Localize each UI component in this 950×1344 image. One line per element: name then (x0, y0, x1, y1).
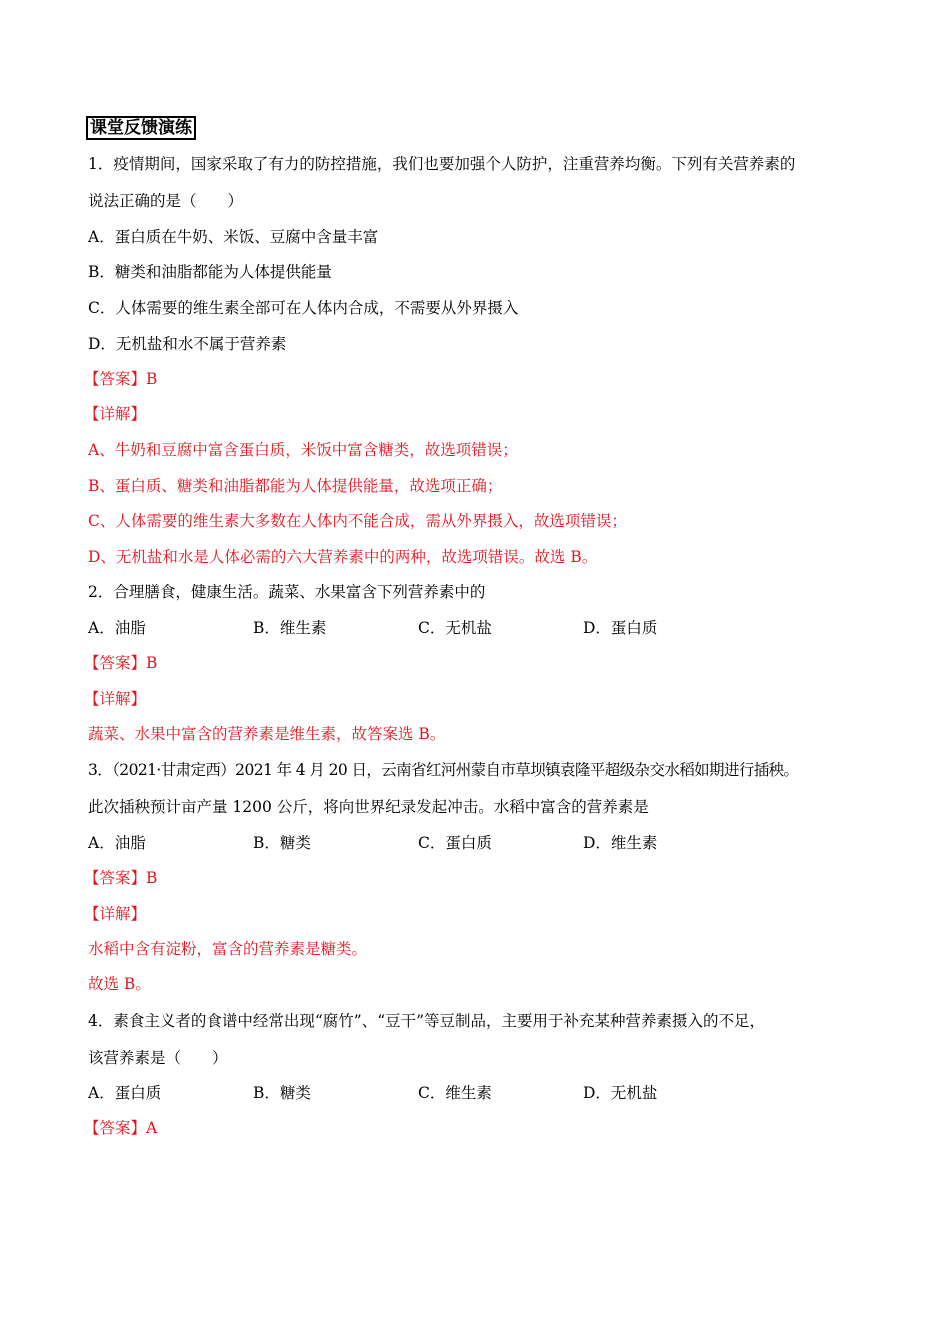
question-3-option-a: A．油脂 (88, 834, 146, 852)
question-4-stem-line-1: 4．素食主义者的食谱中经常出现“腐竹”、“豆干”等豆制品，主要用于补充某种营养素摄入的不足， (88, 1012, 766, 1030)
question-2-stem-line-1: 2．合理膳食，健康生活。蔬菜、水果富含下列营养素中的 (88, 583, 486, 601)
question-1-option-b: B．糖类和油脂都能为人体提供能量 (88, 263, 332, 281)
question-4-answer: 【答案】A (84, 1119, 158, 1137)
question-2-option-d: D．蛋白质 (583, 619, 658, 637)
question-3-option-c: C．蛋白质 (418, 834, 492, 852)
question-2-explanation-line-1: 蔬菜、水果中富含的营养素是维生素，故答案选 B。 (88, 725, 446, 743)
question-3-stem-line-1: 3．（2021·甘肃定西）2021 年 4 月 20 日，云南省红河州蒙自市草坝镇袁隆平超级杂交水稻如期进行插秧。 (88, 761, 799, 779)
question-3-option-b: B．糖类 (253, 834, 311, 852)
question-3-explanation-line-1: 水稻中含有淀粉，富含的营养素是糖类。 (88, 940, 368, 958)
question-2-option-c: C．无机盐 (418, 619, 492, 637)
question-3-explanation-line-2: 故选 B。 (88, 975, 151, 993)
question-1-option-d: D．无机盐和水不属于营养素 (88, 335, 287, 353)
question-4-option-a: A．蛋白质 (88, 1084, 162, 1102)
section-title: 课堂反馈演练 (86, 116, 196, 140)
question-1-answer: 【答案】B (84, 370, 158, 388)
question-3-answer: 【答案】B (84, 869, 158, 887)
question-4-option-c: C．维生素 (418, 1084, 492, 1102)
question-2-answer: 【答案】B (84, 654, 158, 672)
question-2-option-a: A．油脂 (88, 619, 146, 637)
question-1-option-c: C．人体需要的维生素全部可在人体内合成，不需要从外界摄入 (88, 299, 519, 317)
question-3-stem-line-2: 此次插秧预计亩产量 1200 公斤，将向世界纪录发起冲击。水稻中富含的营养素是 (88, 798, 649, 816)
question-1-explanation-line-4: D、无机盐和水是人体必需的六大营养素中的两种，故选项错误。故选 B。 (88, 548, 598, 566)
question-4-stem-line-2: 该营养素是（ ） (88, 1049, 228, 1067)
question-1-explanation-line-2: B、蛋白质、糖类和油脂都能为人体提供能量，故选项正确； (88, 477, 503, 495)
question-3-detail-label: 【详解】 (84, 905, 147, 923)
question-1-explanation-line-3: C、人体需要的维生素大多数在人体内不能合成，需从外界摄入，故选项错误； (88, 512, 627, 530)
question-1-stem-line-2: 说法正确的是（ ） (88, 192, 244, 210)
question-4-option-d: D．无机盐 (583, 1084, 658, 1102)
question-2-detail-label: 【详解】 (84, 690, 147, 708)
question-1-stem-line-1: 1．疫情期间，国家采取了有力的防控措施，我们也要加强个人防护，注重营养均衡。下列有关营养素的 (88, 155, 796, 173)
question-1-option-a: A．蛋白质在牛奶、米饭、豆腐中含量丰富 (88, 228, 379, 246)
question-3-option-d: D．维生素 (583, 834, 658, 852)
question-2-option-b: B．维生素 (253, 619, 327, 637)
question-4-option-b: B．糖类 (253, 1084, 311, 1102)
question-1-detail-label: 【详解】 (84, 405, 147, 423)
question-1-explanation-line-1: A、牛奶和豆腐中富含蛋白质，米饭中富含糖类，故选项错误； (88, 441, 518, 459)
